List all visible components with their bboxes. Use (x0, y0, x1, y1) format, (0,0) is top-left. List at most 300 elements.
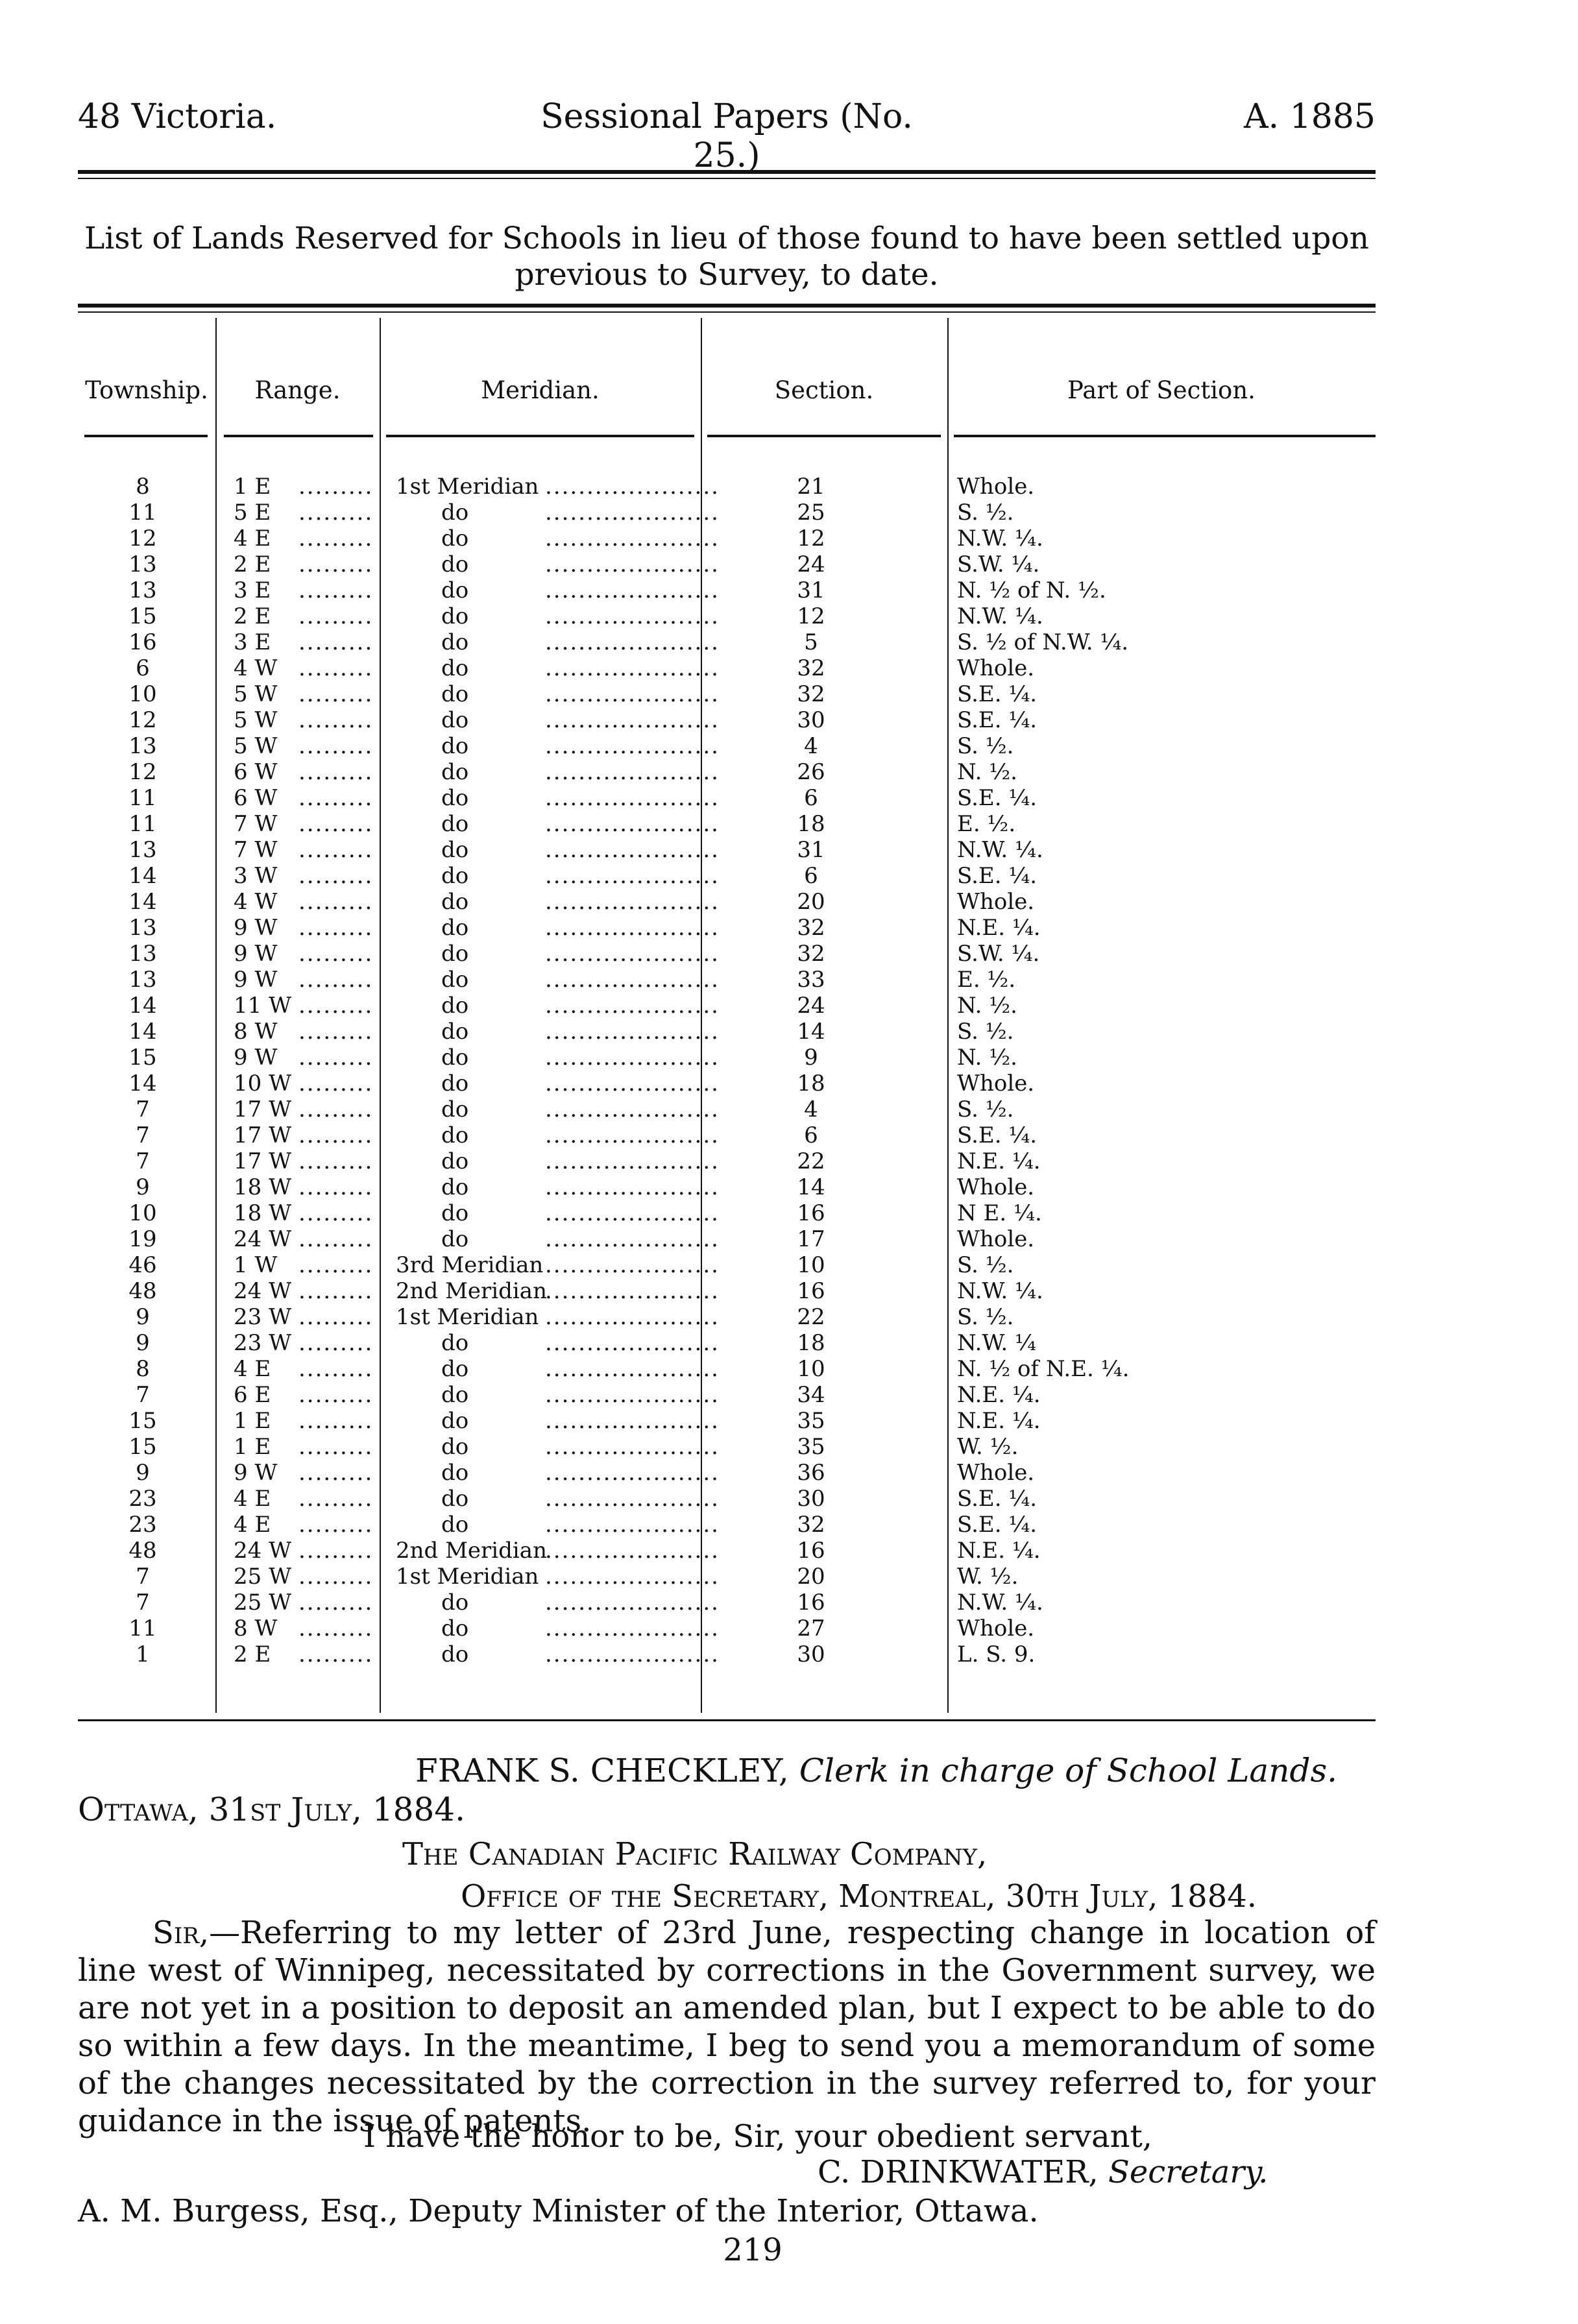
part-of-section-cell: N.E. ¼. (957, 915, 1041, 941)
section-cell: 17 (797, 1226, 825, 1252)
table-row (78, 681, 1376, 707)
leader-dots: ..................... (545, 889, 720, 915)
leader-dots: ..................... (545, 733, 720, 759)
meridian-cell: do (441, 526, 469, 551)
section-cell: 36 (797, 1460, 825, 1486)
leader-dots: ..................... (545, 1356, 720, 1382)
section-cell: 32 (797, 681, 825, 707)
meridian-cell: do (441, 1486, 469, 1512)
range-cell: 10 W (234, 1071, 292, 1096)
leader-dots: ......... (298, 1356, 374, 1382)
letter-salutation: Sir, (152, 1915, 210, 1951)
range-cell: 5 W (234, 707, 278, 733)
range-cell: 24 W (234, 1538, 292, 1564)
part-of-section-cell: S. ½. (957, 1304, 1014, 1330)
part-of-section-cell: S.E. ¼. (957, 863, 1038, 889)
meridian-cell: do (441, 1434, 469, 1460)
section-cell: 27 (797, 1616, 825, 1641)
table-row (78, 707, 1376, 733)
signer-title: Secretary. (1108, 2154, 1268, 2190)
range-cell: 3 E (234, 577, 271, 603)
header-rule (78, 170, 1376, 174)
leader-dots: ......... (298, 915, 374, 941)
range-cell: 7 W (234, 811, 278, 837)
leader-dots: ......... (298, 1382, 374, 1408)
range-cell: 7 W (234, 837, 278, 863)
leader-dots: ..................... (545, 1460, 720, 1486)
table-row (78, 1278, 1376, 1304)
table-row (78, 733, 1376, 759)
meridian-cell: do (441, 681, 469, 707)
meridian-cell: do (441, 1226, 469, 1252)
range-cell: 4 W (234, 889, 278, 915)
township-cell: 7 (136, 1564, 150, 1590)
meridian-cell: do (441, 889, 469, 915)
leader-dots: ..................... (545, 1616, 720, 1641)
leader-dots: ......... (298, 1200, 374, 1226)
table-row (78, 1148, 1376, 1174)
table-row (78, 500, 1376, 526)
section-cell: 18 (797, 1071, 825, 1096)
running-header (78, 97, 1376, 175)
leader-dots: ..................... (545, 500, 720, 526)
range-cell: 9 W (234, 941, 278, 967)
checkley-signature (415, 1752, 1337, 1789)
leader-dots: ..................... (545, 1045, 720, 1071)
meridian-cell: 2nd Meridian (396, 1278, 547, 1304)
table-row (78, 941, 1376, 967)
section-cell: 22 (797, 1304, 825, 1330)
part-of-section-cell: N.W. ¼ (957, 1330, 1036, 1356)
checkley-name: FRANK S. CHECKLEY, (415, 1752, 789, 1789)
header-underline (954, 435, 1376, 437)
table-row (78, 1356, 1376, 1382)
range-cell: 6 W (234, 759, 278, 785)
part-of-section-cell: S. ½ of N.W. ¼. (957, 629, 1129, 655)
meridian-cell: do (441, 655, 469, 681)
township-cell: 7 (136, 1590, 150, 1616)
range-cell: 5 E (234, 500, 271, 526)
section-cell: 18 (797, 1330, 825, 1356)
part-of-section-cell: L. S. 9. (957, 1641, 1036, 1667)
table-row (78, 1512, 1376, 1538)
township-cell: 7 (136, 1382, 150, 1408)
leader-dots: ......... (298, 733, 374, 759)
section-cell: 33 (797, 967, 825, 993)
part-of-section-cell: N.W. ¼. (957, 526, 1043, 551)
section-cell: 22 (797, 1148, 825, 1174)
meridian-cell: do (441, 1045, 469, 1071)
part-of-section-cell: E. ½. (957, 967, 1016, 993)
meridian-cell: do (441, 733, 469, 759)
leader-dots: ..................... (545, 681, 720, 707)
township-cell: 12 (128, 526, 157, 551)
table-row (78, 1200, 1376, 1226)
table-row (78, 1096, 1376, 1122)
table-row (78, 1304, 1376, 1330)
leader-dots: ......... (298, 1641, 374, 1667)
range-cell: 3 E (234, 629, 271, 655)
range-cell: 9 W (234, 1460, 278, 1486)
table-row (78, 629, 1376, 655)
range-cell: 25 W (234, 1564, 292, 1590)
part-of-section-cell: Whole. (957, 1174, 1035, 1200)
letter-body-text: —Referring to my letter of 23rd June, respecting change in location of line west of Winnipeg, necessitated by corrections in the Government survey, we are not yet in a position to deposit an amended plan, but I expect to be able to do so within a few days. In the meantime, I beg to send you a memorandum of some of the changes necessitated by the correction in the survey referred to, for your guidance in the issue of patents. (78, 1915, 1376, 2139)
table-row (78, 1616, 1376, 1641)
part-of-section-cell: Whole. (957, 1226, 1035, 1252)
township-cell: 9 (136, 1174, 150, 1200)
range-cell: 25 W (234, 1590, 292, 1616)
meridian-cell: do (441, 1019, 469, 1045)
leader-dots: ......... (298, 1122, 374, 1148)
table-row (78, 759, 1376, 785)
table-row (78, 1564, 1376, 1590)
township-cell: 46 (128, 1252, 157, 1278)
township-cell: 7 (136, 1122, 150, 1148)
part-of-section-cell: N. ½. (957, 993, 1017, 1019)
table-row (78, 1071, 1376, 1096)
part-of-section-cell: N.E. ¼. (957, 1382, 1041, 1408)
part-of-section-cell: S. ½. (957, 1252, 1014, 1278)
part-of-section-cell: N.W. ¼. (957, 603, 1043, 629)
meridian-cell: 1st Meridian (396, 1304, 539, 1330)
range-cell: 5 W (234, 681, 278, 707)
leader-dots: ......... (298, 1460, 374, 1486)
range-cell: 4 E (234, 1512, 271, 1538)
meridian-cell: do (441, 785, 469, 811)
table-row (78, 1460, 1376, 1486)
township-cell: 11 (128, 500, 157, 526)
section-cell: 32 (797, 941, 825, 967)
meridian-cell: do (441, 1071, 469, 1096)
leader-dots: ......... (298, 889, 374, 915)
table-row (78, 474, 1376, 500)
meridian-cell: do (441, 1616, 469, 1641)
section-cell: 35 (797, 1434, 825, 1460)
leader-dots: ......... (298, 707, 374, 733)
table-row (78, 603, 1376, 629)
township-cell: 10 (128, 681, 157, 707)
table-row (78, 1226, 1376, 1252)
column-header-township: Township. (85, 376, 208, 404)
column-header-range: Range. (254, 376, 341, 404)
range-cell: 2 E (234, 1641, 271, 1667)
header-sessional-papers: Sessional Papers (No. 25.) (540, 97, 913, 175)
section-cell: 16 (797, 1278, 825, 1304)
township-cell: 13 (128, 733, 157, 759)
meridian-cell: do (441, 1512, 469, 1538)
meridian-cell: do (441, 837, 469, 863)
township-cell: 9 (136, 1460, 150, 1486)
range-cell: 9 W (234, 967, 278, 993)
leader-dots: ..................... (545, 1071, 720, 1096)
header-year: A. 1885 (1244, 97, 1376, 136)
meridian-cell: do (441, 1382, 469, 1408)
section-cell: 18 (797, 811, 825, 837)
range-cell: 4 E (234, 526, 271, 551)
township-cell: 7 (136, 1096, 150, 1122)
part-of-section-cell: S.E. ¼. (957, 785, 1038, 811)
meridian-cell: do (441, 1148, 469, 1174)
header-rule-thin (78, 178, 1376, 179)
part-of-section-cell: W. ½. (957, 1434, 1019, 1460)
leader-dots: ......... (298, 629, 374, 655)
range-cell: 9 W (234, 1045, 278, 1071)
section-cell: 32 (797, 915, 825, 941)
township-cell: 15 (128, 1045, 157, 1071)
table-row (78, 967, 1376, 993)
table-row (78, 1330, 1376, 1356)
leader-dots: ..................... (545, 474, 720, 500)
range-cell: 3 W (234, 863, 278, 889)
table-row (78, 1122, 1376, 1148)
table-row (78, 915, 1376, 941)
leader-dots: ..................... (545, 629, 720, 655)
table-row (78, 863, 1376, 889)
table-row (78, 1590, 1376, 1616)
meridian-cell: do (441, 863, 469, 889)
township-cell: 11 (128, 785, 157, 811)
signer-name: C. DRINKWATER, (818, 2154, 1099, 2190)
leader-dots: ..................... (545, 1096, 720, 1122)
township-cell: 12 (128, 759, 157, 785)
leader-dots: ......... (298, 1071, 374, 1096)
section-cell: 6 (804, 785, 818, 811)
table-row (78, 993, 1376, 1019)
leader-dots: ......... (298, 1408, 374, 1434)
leader-dots: ..................... (545, 526, 720, 551)
range-cell: 1 W (234, 1252, 278, 1278)
section-cell: 14 (797, 1019, 825, 1045)
section-cell: 16 (797, 1200, 825, 1226)
part-of-section-cell: N. ½. (957, 1045, 1017, 1071)
leader-dots: ......... (298, 1096, 374, 1122)
range-cell: 4 E (234, 1486, 271, 1512)
meridian-cell: do (441, 551, 469, 577)
section-cell: 30 (797, 707, 825, 733)
range-cell: 23 W (234, 1330, 292, 1356)
leader-dots: ......... (298, 551, 374, 577)
meridian-cell: 3rd Meridian (396, 1252, 544, 1278)
meridian-cell: do (441, 1200, 469, 1226)
column-header-meridian: Meridian. (481, 376, 600, 404)
township-cell: 14 (128, 1019, 157, 1045)
leader-dots: ......... (298, 993, 374, 1019)
leader-dots: ......... (298, 655, 374, 681)
leader-dots: ..................... (545, 1252, 720, 1278)
leader-dots: ......... (298, 1252, 374, 1278)
meridian-cell: do (441, 500, 469, 526)
leader-dots: ......... (298, 1174, 374, 1200)
range-cell: 11 W (234, 993, 292, 1019)
leader-dots: ......... (298, 603, 374, 629)
leader-dots: ..................... (545, 1512, 720, 1538)
table-row (78, 1174, 1376, 1200)
leader-dots: ..................... (545, 603, 720, 629)
part-of-section-cell: N. ½ of N.E. ¼. (957, 1356, 1130, 1382)
section-cell: 34 (797, 1382, 825, 1408)
leader-dots: ......... (298, 577, 374, 603)
table-row (78, 551, 1376, 577)
range-cell: 8 W (234, 1019, 278, 1045)
part-of-section-cell: Whole. (957, 474, 1035, 500)
township-cell: 14 (128, 889, 157, 915)
place-date: Ottawa, 31st July, 1884. (78, 1791, 465, 1828)
meridian-cell: do (441, 993, 469, 1019)
part-of-section-cell: N.E. ¼. (957, 1538, 1041, 1564)
leader-dots: ......... (298, 526, 374, 551)
part-of-section-cell: N.W. ¼. (957, 1278, 1043, 1304)
header-underline (224, 435, 373, 437)
section-cell: 4 (804, 1096, 818, 1122)
township-cell: 13 (128, 941, 157, 967)
leader-dots: ..................... (545, 577, 720, 603)
meridian-cell: 1st Meridian (396, 1564, 539, 1590)
leader-dots: ......... (298, 941, 374, 967)
township-cell: 14 (128, 863, 157, 889)
part-of-section-cell: S.E. ¼. (957, 707, 1038, 733)
list-title-line1: List of Lands Reserved for Schools in lieu of those found to have been settled upon (84, 221, 1369, 256)
meridian-cell: do (441, 603, 469, 629)
range-cell: 4 E (234, 1356, 271, 1382)
column-header-part: Part of Section. (1067, 376, 1256, 404)
table-row (78, 1538, 1376, 1564)
part-of-section-cell: S.W. ¼. (957, 941, 1040, 967)
part-of-section-cell: S. ½. (957, 733, 1014, 759)
section-cell: 32 (797, 1512, 825, 1538)
range-cell: 5 W (234, 733, 278, 759)
township-cell: 14 (128, 993, 157, 1019)
table-row (78, 785, 1376, 811)
part-of-section-cell: Whole. (957, 1616, 1035, 1641)
meridian-cell: do (441, 1174, 469, 1200)
part-of-section-cell: N E. ¼. (957, 1200, 1042, 1226)
letter-body (78, 1914, 1376, 2140)
section-cell: 30 (797, 1641, 825, 1667)
meridian-cell: do (441, 1330, 469, 1356)
part-of-section-cell: S.E. ¼. (957, 1122, 1038, 1148)
leader-dots: ......... (298, 1019, 374, 1045)
title-rule (78, 304, 1376, 308)
table-row (78, 1641, 1376, 1667)
leader-dots: ..................... (545, 707, 720, 733)
meridian-cell: do (441, 915, 469, 941)
table-row (78, 837, 1376, 863)
leader-dots: ......... (298, 1434, 374, 1460)
range-cell: 18 W (234, 1174, 292, 1200)
meridian-cell: do (441, 941, 469, 967)
leader-dots: ......... (298, 759, 374, 785)
township-cell: 15 (128, 603, 157, 629)
leader-dots: ..................... (545, 1278, 720, 1304)
part-of-section-cell: S. ½. (957, 500, 1014, 526)
leader-dots: ......... (298, 811, 374, 837)
township-cell: 23 (128, 1512, 157, 1538)
township-cell: 13 (128, 837, 157, 863)
list-title (78, 221, 1376, 293)
part-of-section-cell: S. ½. (957, 1096, 1014, 1122)
leader-dots: ......... (298, 474, 374, 500)
table-row (78, 889, 1376, 915)
township-cell: 9 (136, 1304, 150, 1330)
school-lands-table (78, 318, 1376, 1719)
part-of-section-cell: S.E. ¼. (957, 681, 1038, 707)
leader-dots: ..................... (545, 967, 720, 993)
range-cell: 17 W (234, 1122, 292, 1148)
range-cell: 1 E (234, 1408, 271, 1434)
leader-dots: ..................... (545, 915, 720, 941)
table-row (78, 526, 1376, 551)
section-cell: 9 (804, 1045, 818, 1071)
part-of-section-cell: S.E. ¼. (957, 1512, 1038, 1538)
leader-dots: ..................... (545, 655, 720, 681)
letter-signer (818, 2154, 1268, 2190)
column-header-section: Section. (774, 376, 874, 404)
leader-dots: ..................... (545, 1486, 720, 1512)
leader-dots: ..................... (545, 1200, 720, 1226)
table-row (78, 1045, 1376, 1071)
table-row (78, 1434, 1376, 1460)
township-cell: 6 (136, 655, 150, 681)
letter-company: The Canadian Pacific Railway Company, (402, 1836, 988, 1872)
section-cell: 6 (804, 863, 818, 889)
section-cell: 14 (797, 1174, 825, 1200)
table-row (78, 811, 1376, 837)
leader-dots: ..................... (545, 941, 720, 967)
leader-dots: ......... (298, 1148, 374, 1174)
section-cell: 24 (797, 993, 825, 1019)
section-cell: 24 (797, 551, 825, 577)
leader-dots: ......... (298, 681, 374, 707)
range-cell: 1 E (234, 1434, 271, 1460)
range-cell: 6 E (234, 1382, 271, 1408)
leader-dots: ..................... (545, 1330, 720, 1356)
township-cell: 48 (128, 1278, 157, 1304)
township-cell: 10 (128, 1200, 157, 1226)
range-cell: 17 W (234, 1148, 292, 1174)
section-cell: 35 (797, 1408, 825, 1434)
part-of-section-cell: N.W. ¼. (957, 837, 1043, 863)
leader-dots: ......... (298, 1616, 374, 1641)
meridian-cell: 2nd Meridian (396, 1538, 547, 1564)
section-cell: 12 (797, 603, 825, 629)
meridian-cell: do (441, 1122, 469, 1148)
part-of-section-cell: W. ½. (957, 1564, 1019, 1590)
section-cell: 10 (797, 1356, 825, 1382)
township-cell: 13 (128, 551, 157, 577)
checkley-title: Clerk in charge of School Lands. (799, 1752, 1337, 1789)
title-rule-thin (78, 311, 1376, 313)
township-cell: 7 (136, 1148, 150, 1174)
meridian-cell: do (441, 1460, 469, 1486)
section-cell: 12 (797, 526, 825, 551)
part-of-section-cell: Whole. (957, 1071, 1035, 1096)
leader-dots: ......... (298, 785, 374, 811)
leader-dots: ......... (298, 500, 374, 526)
leader-dots: ..................... (545, 1174, 720, 1200)
leader-dots: ..................... (545, 811, 720, 837)
table-row (78, 1486, 1376, 1512)
leader-dots: ......... (298, 1304, 374, 1330)
section-cell: 21 (797, 474, 825, 500)
leader-dots: ..................... (545, 1408, 720, 1434)
meridian-cell: do (441, 1408, 469, 1434)
section-cell: 16 (797, 1590, 825, 1616)
township-cell: 1 (136, 1641, 150, 1667)
range-cell: 18 W (234, 1200, 292, 1226)
leader-dots: ..................... (545, 1122, 720, 1148)
leader-dots: ......... (298, 1226, 374, 1252)
